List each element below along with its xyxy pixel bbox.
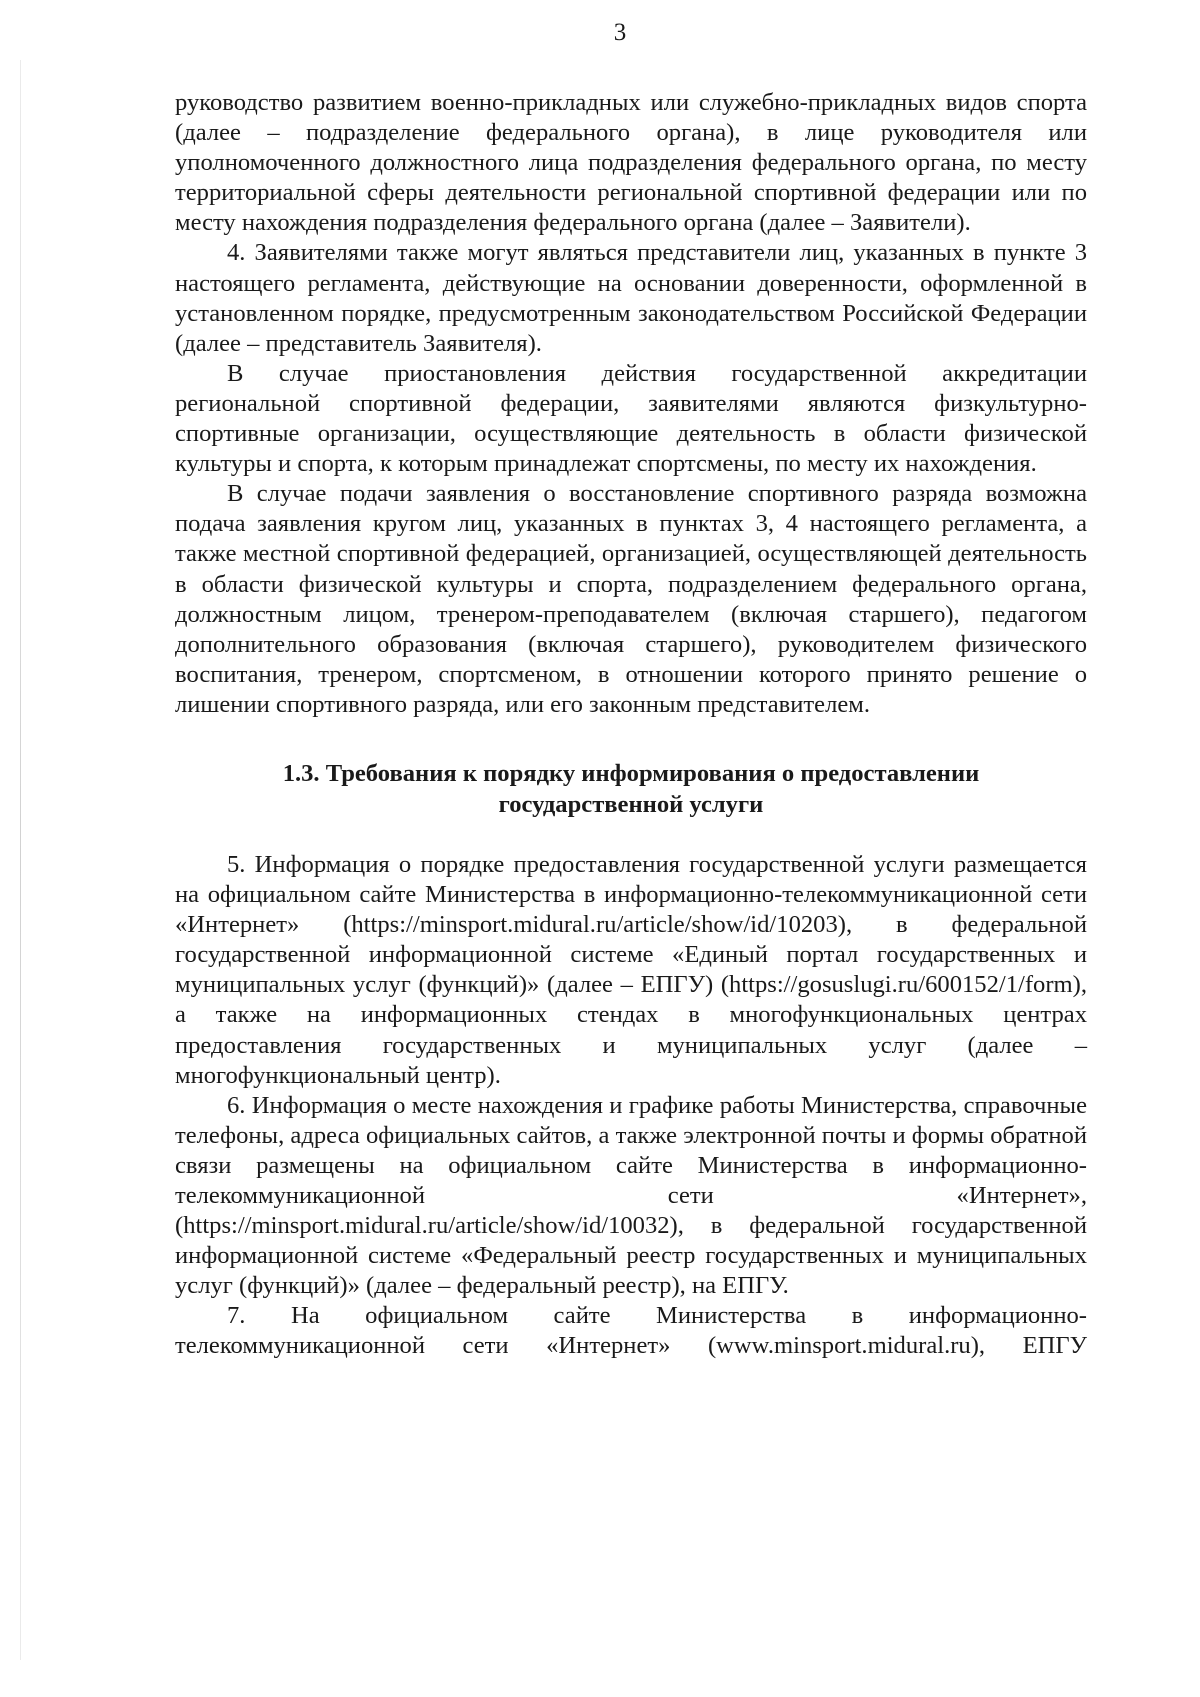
section-heading (175, 758, 1087, 820)
paragraph-7: 7. На официальном сайте Министерства в информационно-телекоммуникационной сети «Интернет» (www.minsport.midural.ru), ЕПГУ (175, 1302, 1087, 1360)
paragraph-restoration: В случае подачи заявления о восстановление спортивного разряда возможна подача заявления кругом лиц, указанных в пунктах 3, 4 настоящего регламента, а также местной спортивной федерацией, организацией, осуществляющей деятельность в области физической культуры и спорта, подразделением федерального органа, должностным лицом, тренером-преподавателем (включая старшего), педагогом дополнительного образования (включая старшего), руководителем физического воспитания, тренером, спортсменом, в отношении которого принято решение о лишении спортивного разряда, или его законным представителем. (175, 480, 1087, 718)
paragraph-6: 6. Информация о месте нахождения и графике работы Министерства, справочные телефоны, адреса официальных сайтов, а также электронной почты и формы обратной связи размещены на официальном сайте Министерства в информационно-телекоммуникационной сети «Интернет», (https://minsport.midural.ru/article/show/id/10032), в федеральной государственной информационной системе «Федеральный реестр государственных и муниципальных услуг (функций)» (далее – федеральный реестр), на ЕПГУ. (175, 1091, 1087, 1300)
document-body (175, 88, 1087, 1362)
spacer (175, 720, 1087, 758)
section-heading-line-1: 1.3. Требования к порядку информирования о предоставлении (282, 759, 980, 787)
spacer (175, 820, 1087, 850)
paragraph-4: 4. Заявителями также могут являться представители лиц, указанных в пункте 3 настоящего регламента, действующие на основании доверенности, оформленной в установленном порядке, предусмотренным законодательством Российской Федерации (далее – представитель Заявителя). (175, 239, 1087, 357)
section-heading-line-2: государственной услуги (498, 790, 764, 818)
paragraph-suspension: В случае приостановления действия государственной аккредитации региональной спортивной федерации, заявителями являются физкультурно-спортивные организации, осуществляющие деятельность в области физической культуры и спорта, к которым принадлежат спортсмены, по месту их нахождения. (175, 359, 1087, 478)
scan-edge-line (20, 60, 21, 1660)
paragraph-continuation: руководство развитием военно-прикладных или служебно-прикладных видов спорта (далее – подразделение федерального органа), в лице руководителя или уполномоченного должностного лица подразделения федерального органа, по месту территориальной сферы деятельности региональной спортивной федерации или по месту нахождения подразделения федерального органа (далее – Заявители). (175, 89, 1087, 237)
paragraph-5: 5. Информация о порядке предоставления государственной услуги размещается на официальном сайте Министерства в информационно-телекоммуникационной сети «Интернет» (https://minsport.midural.ru/article/show/id/10203), в федеральной государственной информационной системе «Единый портал государственных и муниципальных услуг (функций)» (далее – ЕПГУ) (https://gosuslugi.ru/600152/1/form), а также на информационных стендах в многофункциональных центрах предоставления государственных и муниципальных услуг (далее – многофункциональный центр). (175, 850, 1087, 1089)
page-number: 3 (613, 19, 627, 46)
